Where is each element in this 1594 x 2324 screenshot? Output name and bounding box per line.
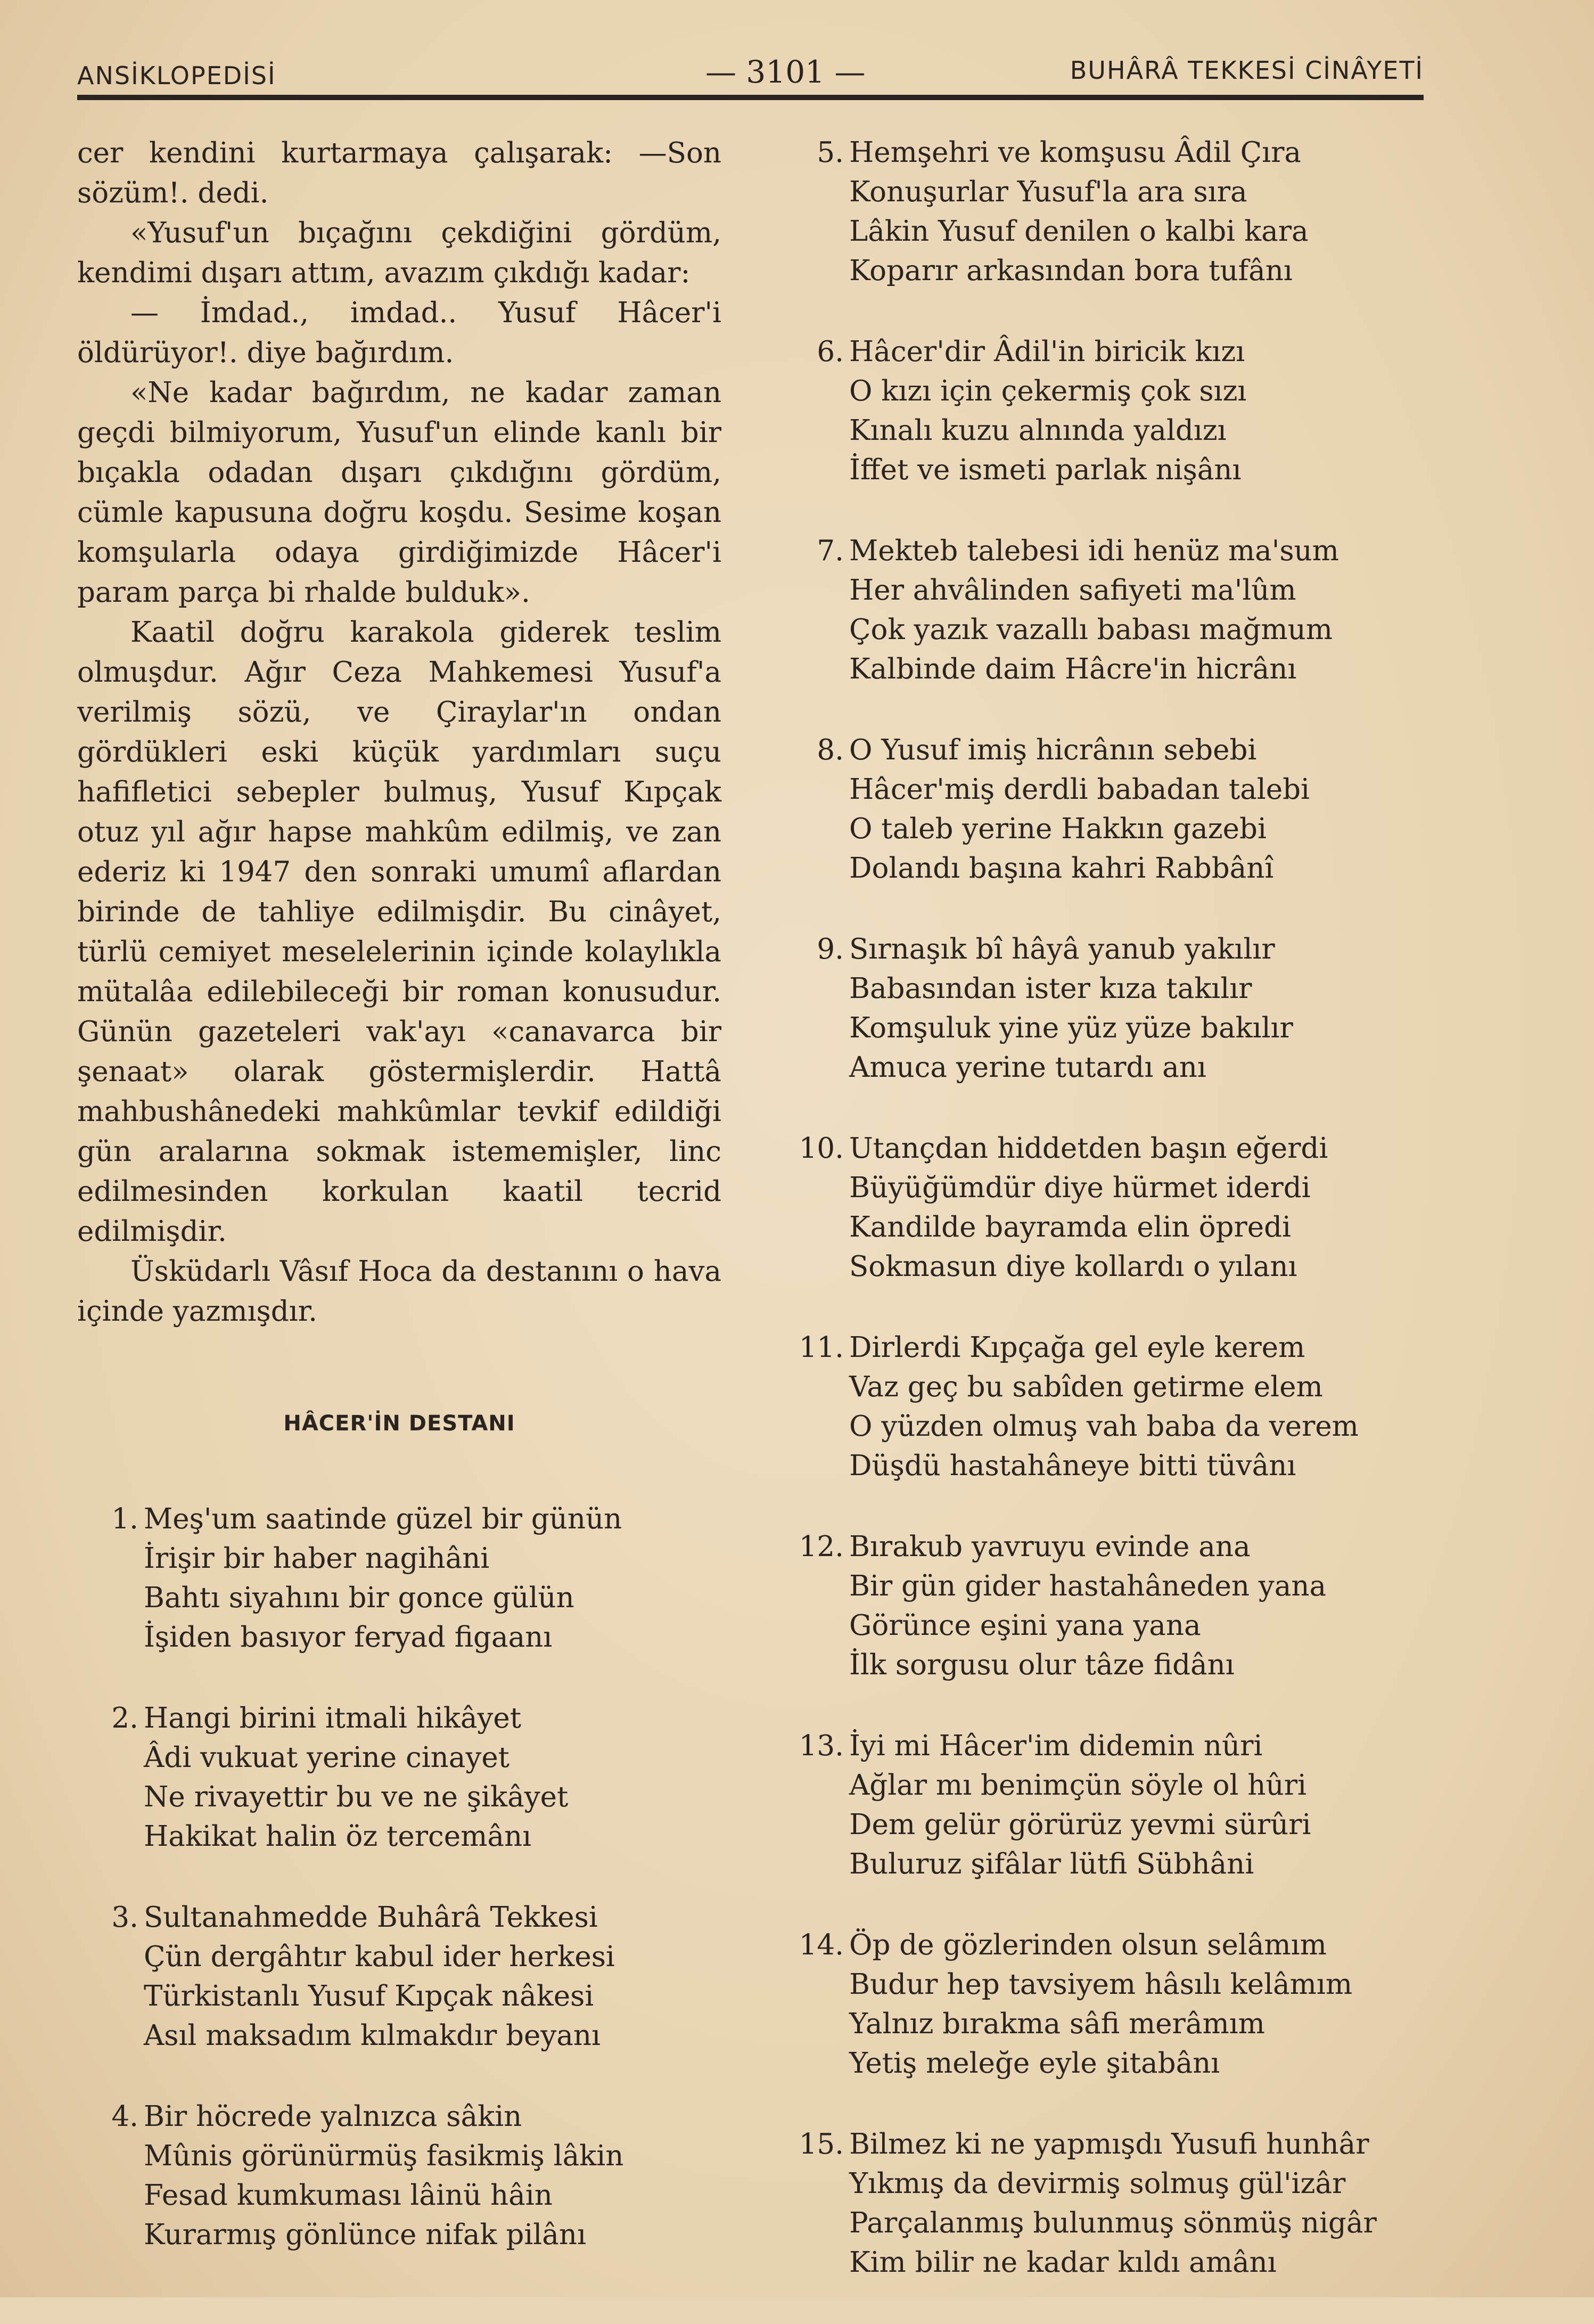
stanza [77, 1699, 721, 1856]
verse-line: Büyüğümdür diye hürmet iderdi [849, 1172, 1311, 1204]
verse-line: Utançdan hiddetden başın eğerdi [849, 1132, 1328, 1165]
stanza [793, 2125, 1427, 2282]
verse-line: Bir höcrede yalnızca sâkin [144, 2100, 522, 2133]
verse-line: O taleb yerine Hakkın gazebi [849, 813, 1267, 845]
verse-line: Yalnız bırakma sâfi merâmım [849, 2008, 1265, 2040]
verse-line: Çün dergâhtır kabul ider herkesi [144, 1941, 615, 1973]
stanza-lines [849, 2125, 1427, 2282]
verse-line: İlk sorgusu olur tâze fidânı [849, 1649, 1235, 1681]
paragraph: Kaatil doğru karakola giderek teslim olmuşdur. Ağır Ceza Mahkemesi Yusuf'a verilmiş sözü, ve Çiraylar'ın ondan gördükleri eski küçük yardımları suçu hafifletici sebepler bulmuş, Yusuf Kıpçak otuz yıl ağır hapse mahkûm edilmiş, ve zan ederiz ki 1947 den sonraki umumî aflardan birinde de tahliye edilmişdir. Bu cinâyet, türlü cemiyet meselelerinin içinde kolaylıkla mütalâa edilebileceği bir roman konusudur. Günün gazeteleri vak'ayı «canavarca bir şenaat» olarak göstermişlerdir. Hattâ mahbushânedeki mahkûmlar tevkif edildiği gün aralarına sokmak istememişler, linc edilmesinden korkulan kaatil tecrid edilmişdir. [77, 616, 721, 1248]
paragraph: — İmdad., imdad.. Yusuf Hâcer'i öldürüyor!. diye bağırdım. [77, 297, 721, 369]
stanza-number: 10. [799, 1132, 844, 1165]
verse-line: Amuca yerine tutardı anı [849, 1051, 1206, 1084]
verse-line: Hakikat halin öz tercemânı [144, 1820, 532, 1853]
verse-line: İşiden basıyor feryad figaanı [144, 1621, 553, 1654]
stanza-lines [144, 1898, 721, 2056]
verse-line: Konuşurlar Yusuf'la ara sıra [849, 176, 1247, 208]
verse-line: Dem gelür görürüz yevmi sürûri [849, 1809, 1311, 1841]
verse-line: Asıl maksadım kılmakdır beyanı [144, 2019, 601, 2052]
stanza-lines [849, 1527, 1427, 1685]
stanza-number: 8. [817, 734, 844, 766]
stanza-number: 14. [799, 1929, 844, 1961]
verse-line: Mekteb talebesi idi henüz ma'sum [849, 535, 1339, 567]
paragraph: Üsküdarlı Vâsıf Hoca da destanını o hava içinde yazmışdır. [77, 1255, 721, 1328]
stanza [77, 1898, 721, 2056]
verse-line: Yetiş meleğe eyle şitabânı [849, 2047, 1220, 2080]
verse-line: Bahtı siyahını bir gonce gülün [144, 1582, 574, 1614]
verse-line: Kandilde bayramda elin öpredi [849, 1211, 1291, 1243]
verse-line: Dolandı başına kahri Rabbânî [849, 852, 1274, 885]
verse-line: Fesad kumkuması lâinü hâin [144, 2179, 553, 2212]
stanza-number: 2. [111, 1702, 138, 1734]
stanza-lines [849, 731, 1427, 888]
poem-stanzas-right [793, 133, 1427, 2282]
stanza-lines [849, 332, 1427, 490]
stanza-number: 11. [799, 1331, 844, 1364]
verse-line: Bir gün gider hastahâneden yana [849, 1570, 1327, 1602]
running-header [77, 51, 1424, 93]
stanza-lines [849, 1129, 1427, 1287]
verse-line: Kurarmış gönlünce nifak pilânı [144, 2219, 586, 2251]
stanza [793, 1926, 1427, 2083]
verse-line: Kalbinde daim Hâcre'in hicrânı [849, 653, 1297, 685]
verse-line: Ne rivayettir bu ve ne şikâyet [144, 1781, 569, 1813]
stanza [793, 133, 1427, 291]
verse-line: Mûnis görünürmüş fasikmiş lâkin [144, 2140, 624, 2172]
stanza-lines [144, 2097, 721, 2255]
stanza-number: 5. [817, 136, 844, 169]
verse-line: Hâcer'dir Âdil'in biricik kızı [849, 335, 1245, 368]
verse-line: Sokmasun diye kollardı o yılanı [849, 1250, 1297, 1283]
poem-title: HÂCER'İN DESTANI [283, 1411, 515, 1436]
verse-line: Babasından ister kıza takılır [849, 972, 1252, 1005]
verse-line: O Yusuf imiş hicrânın sebebi [849, 734, 1257, 766]
verse-line: Öp de gözlerinden olsun selâmım [849, 1929, 1327, 1961]
stanza-number: 9. [817, 933, 844, 965]
verse-line: Görünce eşini yana yana [849, 1609, 1201, 1642]
verse-line: Çok yazık vazallı babası mağmum [849, 613, 1333, 646]
verse-line: Bırakub yavruyu evinde ana [849, 1531, 1251, 1563]
verse-line: Sultanahmedde Buhârâ Tekkesi [144, 1901, 598, 1934]
verse-line: Hâcer'miş derdli babadan talebi [849, 773, 1310, 806]
verse-line: İrişir bir haber nagihâni [144, 1542, 490, 1575]
header-left: ANSİKLOPEDİSİ [77, 61, 276, 90]
stanza-lines [849, 133, 1427, 291]
stanza-number: 3. [111, 1901, 138, 1934]
verse-line: Meş'um saatinde güzel bir günün [144, 1503, 622, 1535]
verse-line: Ağlar mı benimçün söyle ol hûri [849, 1769, 1307, 1802]
verse-line: Bilmez ki ne yapmışdı Yusufi hunhâr [849, 2128, 1369, 2161]
paragraph: cer kendini kurtarmaya çalışarak: —Son sözüm!. dedi. [77, 137, 721, 209]
verse-line: Yıkmış da devirmiş solmuş gül'izâr [849, 2167, 1346, 2200]
verse-line: Hemşehri ve komşusu Âdil Çıra [849, 136, 1302, 169]
verse-line: İyi mi Hâcer'im didemin nûri [849, 1730, 1263, 1762]
header-right: BUHÂRÂ TEKKESİ CİNÂYETİ [1070, 56, 1424, 85]
left-column [77, 133, 721, 2296]
paragraph: «Yusuf'un bıçağını çekdiğini gördüm, kendimi dışarı attım, avazım çıkdığı kadar: [77, 217, 721, 289]
verse-line: O kızı için çekermiş çok sızı [849, 375, 1247, 407]
stanza [793, 1129, 1427, 1287]
stanza-number: 7. [817, 535, 844, 567]
poem-stanzas-left [77, 1500, 721, 2255]
stanza-lines [849, 1926, 1427, 2083]
stanza [793, 332, 1427, 490]
stanza [793, 531, 1427, 689]
stanza [77, 2097, 721, 2255]
stanza-lines [849, 1328, 1427, 1486]
stanza-number: 15. [799, 2128, 844, 2161]
prose-block [77, 133, 721, 1331]
stanza-number: 6. [817, 335, 844, 368]
verse-line: Sırnaşık bî hâyâ yanub yakılır [849, 933, 1275, 965]
verse-line: Dirlerdi Kıpçağa gel eyle kerem [849, 1331, 1305, 1364]
verse-line: Kim bilir ne kadar kıldı amânı [849, 2246, 1277, 2279]
verse-line: Koparır arkasından bora tufânı [849, 255, 1293, 287]
verse-line: O yüzden olmuş vah baba da verem [849, 1410, 1359, 1443]
verse-line: Âdi vukuat yerine cinayet [144, 1741, 510, 1774]
verse-line: Düşdü hastahâneye bitti tüvânı [849, 1450, 1296, 1482]
stanza [793, 1527, 1427, 1685]
verse-line: Lâkin Yusuf denilen o kalbi kara [849, 215, 1309, 248]
stanza-lines [144, 1699, 721, 1856]
stanza [793, 731, 1427, 888]
stanza-number: 12. [799, 1531, 844, 1563]
page-number: — 3101 — [705, 54, 866, 90]
verse-line: Her ahvâlinden safiyeti ma'lûm [849, 574, 1296, 607]
stanza [793, 1726, 1427, 1884]
stanza-lines [849, 531, 1427, 689]
stanza-lines [849, 930, 1427, 1087]
verse-line: Komşuluk yine yüz yüze bakılır [849, 1012, 1293, 1044]
verse-line: Türkistanlı Yusuf Kıpçak nâkesi [144, 1980, 594, 2012]
stanza-number: 1. [111, 1503, 138, 1535]
stanza-number: 4. [111, 2100, 138, 2133]
verse-line: Hangi birini itmali hikâyet [144, 1702, 522, 1734]
stanza-number: 13. [799, 1730, 844, 1762]
verse-line: Vaz geç bu sabîden getirme elem [849, 1371, 1323, 1403]
verse-line: Parçalanmış bulunmuş sönmüş nigâr [849, 2207, 1377, 2239]
stanza-lines [849, 1726, 1427, 1884]
stanza [77, 1500, 721, 1657]
verse-line: Budur hep tavsiyem hâsılı kelâmım [849, 1968, 1353, 2001]
verse-line: İffet ve ismeti parlak nişânı [849, 454, 1242, 486]
header-rule [77, 95, 1424, 100]
paragraph: «Ne kadar bağırdım, ne kadar zaman geçdi bilmiyorum, Yusuf'un elinde kanlı bir bıçakla odadan dışarı çıkdığını gördüm, cümle kapusuna doğru koşdu. Sesime koşan komşularla odaya girdiğimizde Hâcer'i param parça bi rhalde bulduk». [77, 377, 721, 609]
verse-line: Kınalı kuzu alnında yaldızı [849, 414, 1227, 447]
stanza-lines [144, 1500, 721, 1657]
right-column [793, 133, 1427, 2324]
stanza [793, 930, 1427, 1087]
stanza [793, 1328, 1427, 1486]
verse-line: Buluruz şifâlar lütfi Sübhâni [849, 1848, 1254, 1880]
